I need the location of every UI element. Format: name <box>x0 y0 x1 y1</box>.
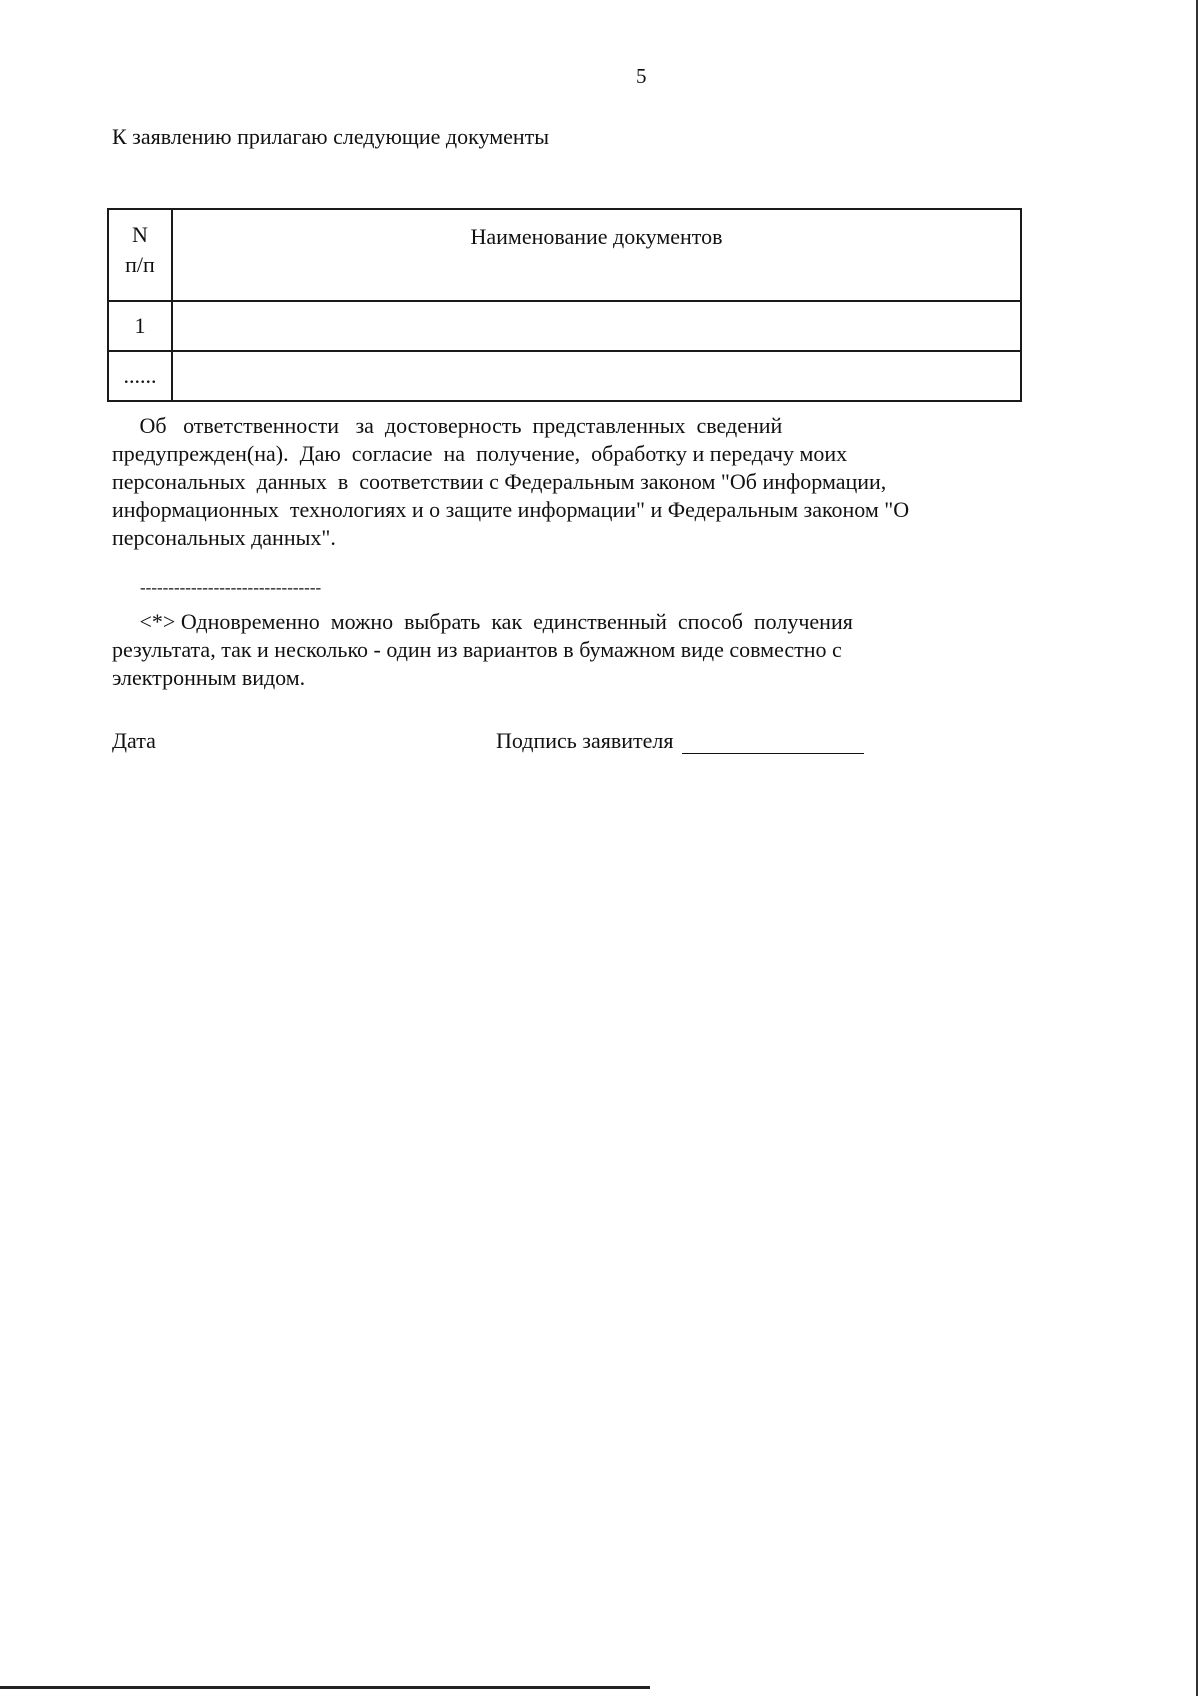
consent-line: персональных данных". <box>112 525 336 550</box>
consent-paragraph <box>112 412 1012 552</box>
header-num-line1: N <box>132 222 148 247</box>
footnote-line: электронным видом. <box>112 665 306 690</box>
table-row <box>108 351 1021 401</box>
table-header-row <box>108 209 1021 301</box>
attachments-intro: К заявлению прилагаю следующие документы <box>112 124 550 149</box>
footnote-separator: -------------------------------- <box>140 578 322 597</box>
footnote-line: результата, так и несколько - один из вариантов в бумажном виде совместно с <box>112 637 842 662</box>
signature-line[interactable] <box>682 731 864 754</box>
scan-bottom-rule <box>0 1686 650 1689</box>
footnote-paragraph <box>112 608 1012 692</box>
signature-label: Подпись заявителя <box>496 728 674 753</box>
page-number: 5 <box>636 64 647 88</box>
footnote-line: <*> Одновременно можно выбрать как единственный способ получения <box>112 609 853 634</box>
documents-table <box>107 208 1022 402</box>
header-num-line2: п/п <box>125 252 155 277</box>
consent-line: Об ответственности за достоверность представленных сведений <box>112 413 783 438</box>
header-name: Наименование документов <box>172 209 1021 301</box>
row-doc-name[interactable] <box>172 351 1021 401</box>
row-num: 1 <box>108 301 172 351</box>
consent-line: информационных технологиях и о защите информации" и Федеральным законом "О <box>112 497 910 522</box>
table-row <box>108 301 1021 351</box>
consent-line: предупрежден(на). Даю согласие на получение, обработку и передачу моих <box>112 441 848 466</box>
consent-line: персональных данных в соответствии с Федеральным законом "Об информации, <box>112 469 887 494</box>
row-num: ...... <box>108 351 172 401</box>
scan-right-edge <box>1196 0 1198 1696</box>
header-num <box>108 209 172 301</box>
row-doc-name[interactable] <box>172 301 1021 351</box>
signature-block <box>496 728 864 754</box>
date-label: Дата <box>112 728 156 753</box>
